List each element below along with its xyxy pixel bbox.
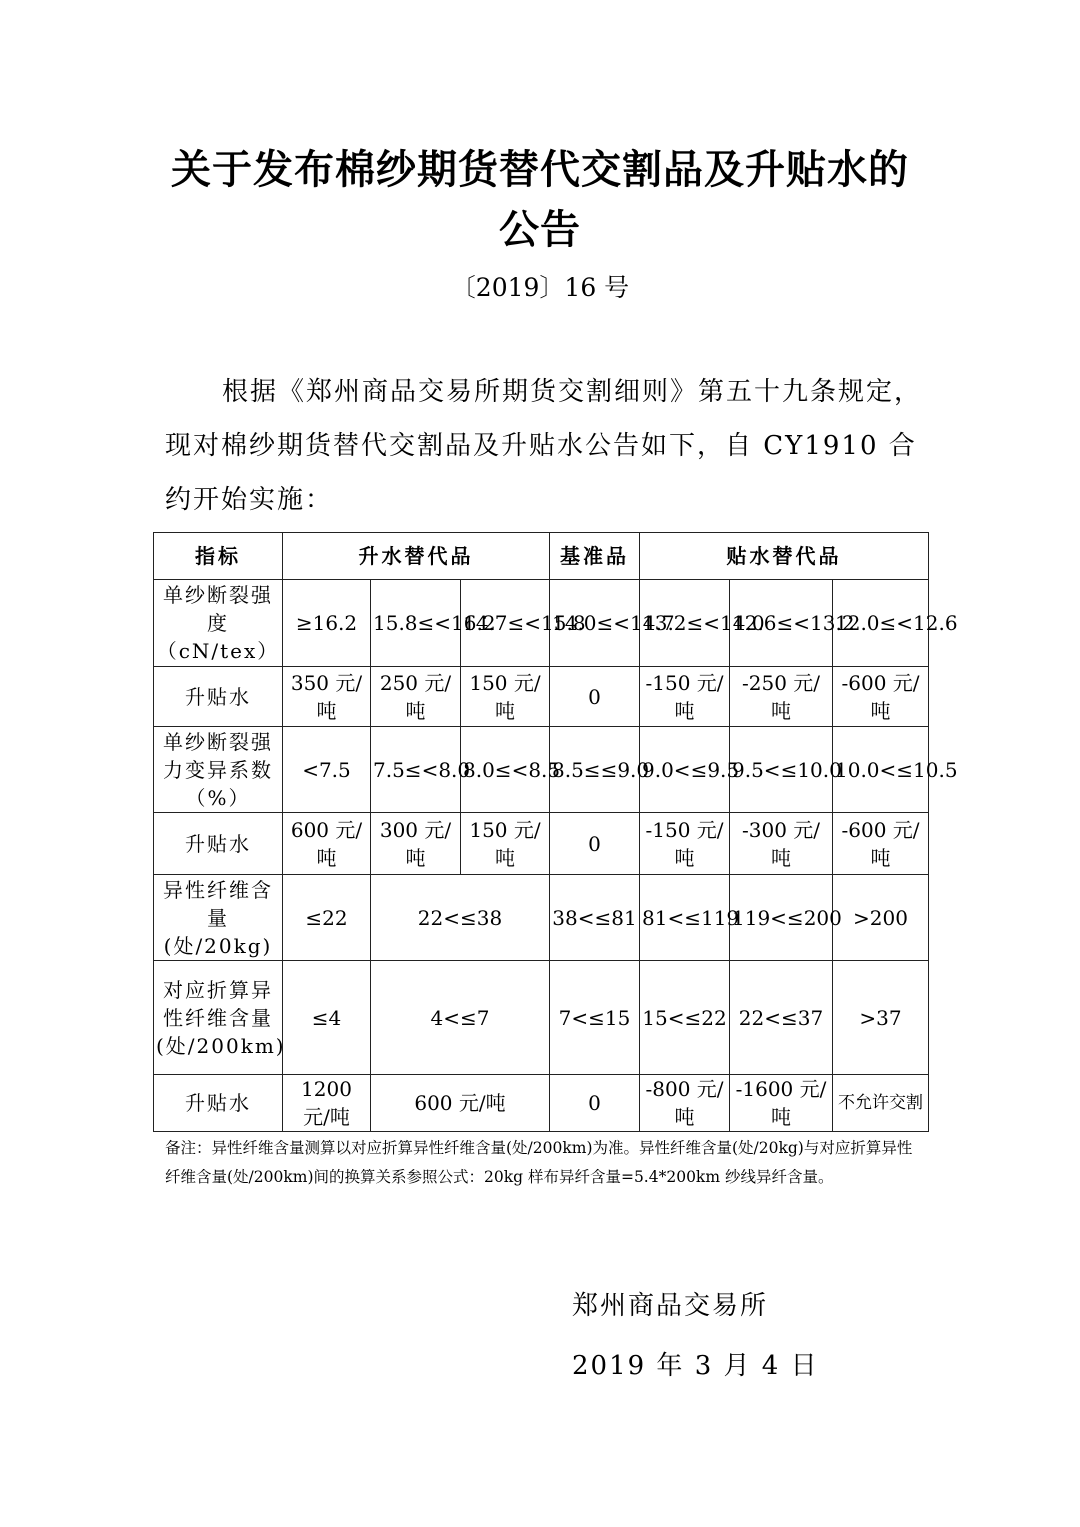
table-cell: 300 元/吨 [371, 813, 461, 875]
table-cell: 250 元/吨 [371, 667, 461, 727]
table-cell: 12.6≤<13.2 [730, 580, 833, 667]
table-cell: 0 [550, 813, 640, 875]
table-cell: -800 元/吨 [640, 1075, 730, 1132]
table-cell: 不允许交割 [833, 1075, 929, 1132]
table-cell: -150 元/吨 [640, 813, 730, 875]
table-cell: ≤4 [283, 961, 371, 1075]
table-cell: 14.0≤<14.7 [550, 580, 640, 667]
table-cell: 10.0<≤10.5 [833, 727, 929, 813]
table-cell: 15<≤22 [640, 961, 730, 1075]
table-cell: 600 元/吨 [283, 813, 371, 875]
table-cell: 350 元/吨 [283, 667, 371, 727]
table-cell: 150 元/吨 [461, 813, 550, 875]
row-label: 升贴水 [154, 1075, 283, 1132]
header-base-grade: 基准品 [550, 533, 640, 580]
table-cell: 38<≤81 [550, 875, 640, 961]
table-row [154, 727, 929, 813]
table-cell: 9.0<≤9.5 [640, 727, 730, 813]
table-cell: 15.8≤<16.2 [371, 580, 461, 667]
row-label: 异性纤维含量(处/20kg) [154, 875, 283, 961]
table-cell: ≤22 [283, 875, 371, 961]
table-cell: 14.7≤<15.8 [461, 580, 550, 667]
table-cell: 4<≤7 [371, 961, 550, 1075]
table-cell: 9.5<≤10.0 [730, 727, 833, 813]
table-header-row [154, 533, 929, 580]
table-cell: 7.5≤<8.0 [371, 727, 461, 813]
row-label: 对应折算异性纤维含量(处/200km) [154, 961, 283, 1075]
issue-date: 2019 年 3 月 4 日 [572, 1351, 819, 1381]
row-label: 升贴水 [154, 667, 283, 727]
table-row [154, 667, 929, 727]
table-cell: 12.0≤<12.6 [833, 580, 929, 667]
table-row [154, 813, 929, 875]
table-cell: -150 元/吨 [640, 667, 730, 727]
table-cell: 0 [550, 667, 640, 727]
table-cell: 1200 元/吨 [283, 1075, 371, 1132]
row-label: 单纱断裂强力变异系数（%） [154, 727, 283, 813]
header-indicator: 指标 [154, 533, 283, 580]
document-number: 〔2019〕16 号 [450, 273, 630, 302]
table-cell: -600 元/吨 [833, 667, 929, 727]
table-cell: 600 元/吨 [371, 1075, 550, 1132]
table-cell: >37 [833, 961, 929, 1075]
table-cell: -600 元/吨 [833, 813, 929, 875]
table-cell: -250 元/吨 [730, 667, 833, 727]
table-note: 备注：异性纤维含量测算以对应折算异性纤维含量(处/200km)为准。异性纤维含量(处/20kg)与对应折算异性纤维含量(处/200km)间的换算关系参照公式：20kg 样布异纤含量=5.4*200km 纱线异纤含量。 [165, 1139, 913, 1186]
table-cell: ≥16.2 [283, 580, 371, 667]
issuer-name: 郑州商品交易所 [572, 1291, 769, 1321]
row-label: 单纱断裂强度（cN/tex） [154, 580, 283, 667]
header-premium-substitutes: 升水替代品 [283, 533, 550, 580]
table-cell: 8.5≤≤9.0 [550, 727, 640, 813]
row-label: 升贴水 [154, 813, 283, 875]
table-cell: 81<≤119 [640, 875, 730, 961]
table-row [154, 580, 929, 667]
table-cell: >200 [833, 875, 929, 961]
table-cell: 22<≤37 [730, 961, 833, 1075]
table-cell: 119<≤200 [730, 875, 833, 961]
table-cell: 13.2≤<14.0 [640, 580, 730, 667]
table-cell: -300 元/吨 [730, 813, 833, 875]
table-row [154, 1075, 929, 1132]
table-cell: 150 元/吨 [461, 667, 550, 727]
table-cell: 0 [550, 1075, 640, 1132]
table-cell: <7.5 [283, 727, 371, 813]
table-cell: -1600 元/吨 [730, 1075, 833, 1132]
table-cell: 22<≤38 [371, 875, 550, 961]
title-line-2: 公告 [499, 207, 581, 253]
header-discount-substitutes: 贴水替代品 [640, 533, 929, 580]
substitute-grade-table [153, 532, 958, 1132]
table-cell: 7<≤15 [550, 961, 640, 1075]
intro-paragraph: 根据《郑州商品交易所期货交割细则》第五十九条规定，现对棉纱期货替代交割品及升贴水公告如下，自 CY1910 合约开始实施： [165, 377, 923, 515]
table-row [154, 961, 929, 1075]
title-line-1: 关于发布棉纱期货替代交割品及升贴水的 [171, 147, 909, 193]
table-row [154, 875, 929, 961]
table-cell: 8.0≤<8.5 [461, 727, 550, 813]
